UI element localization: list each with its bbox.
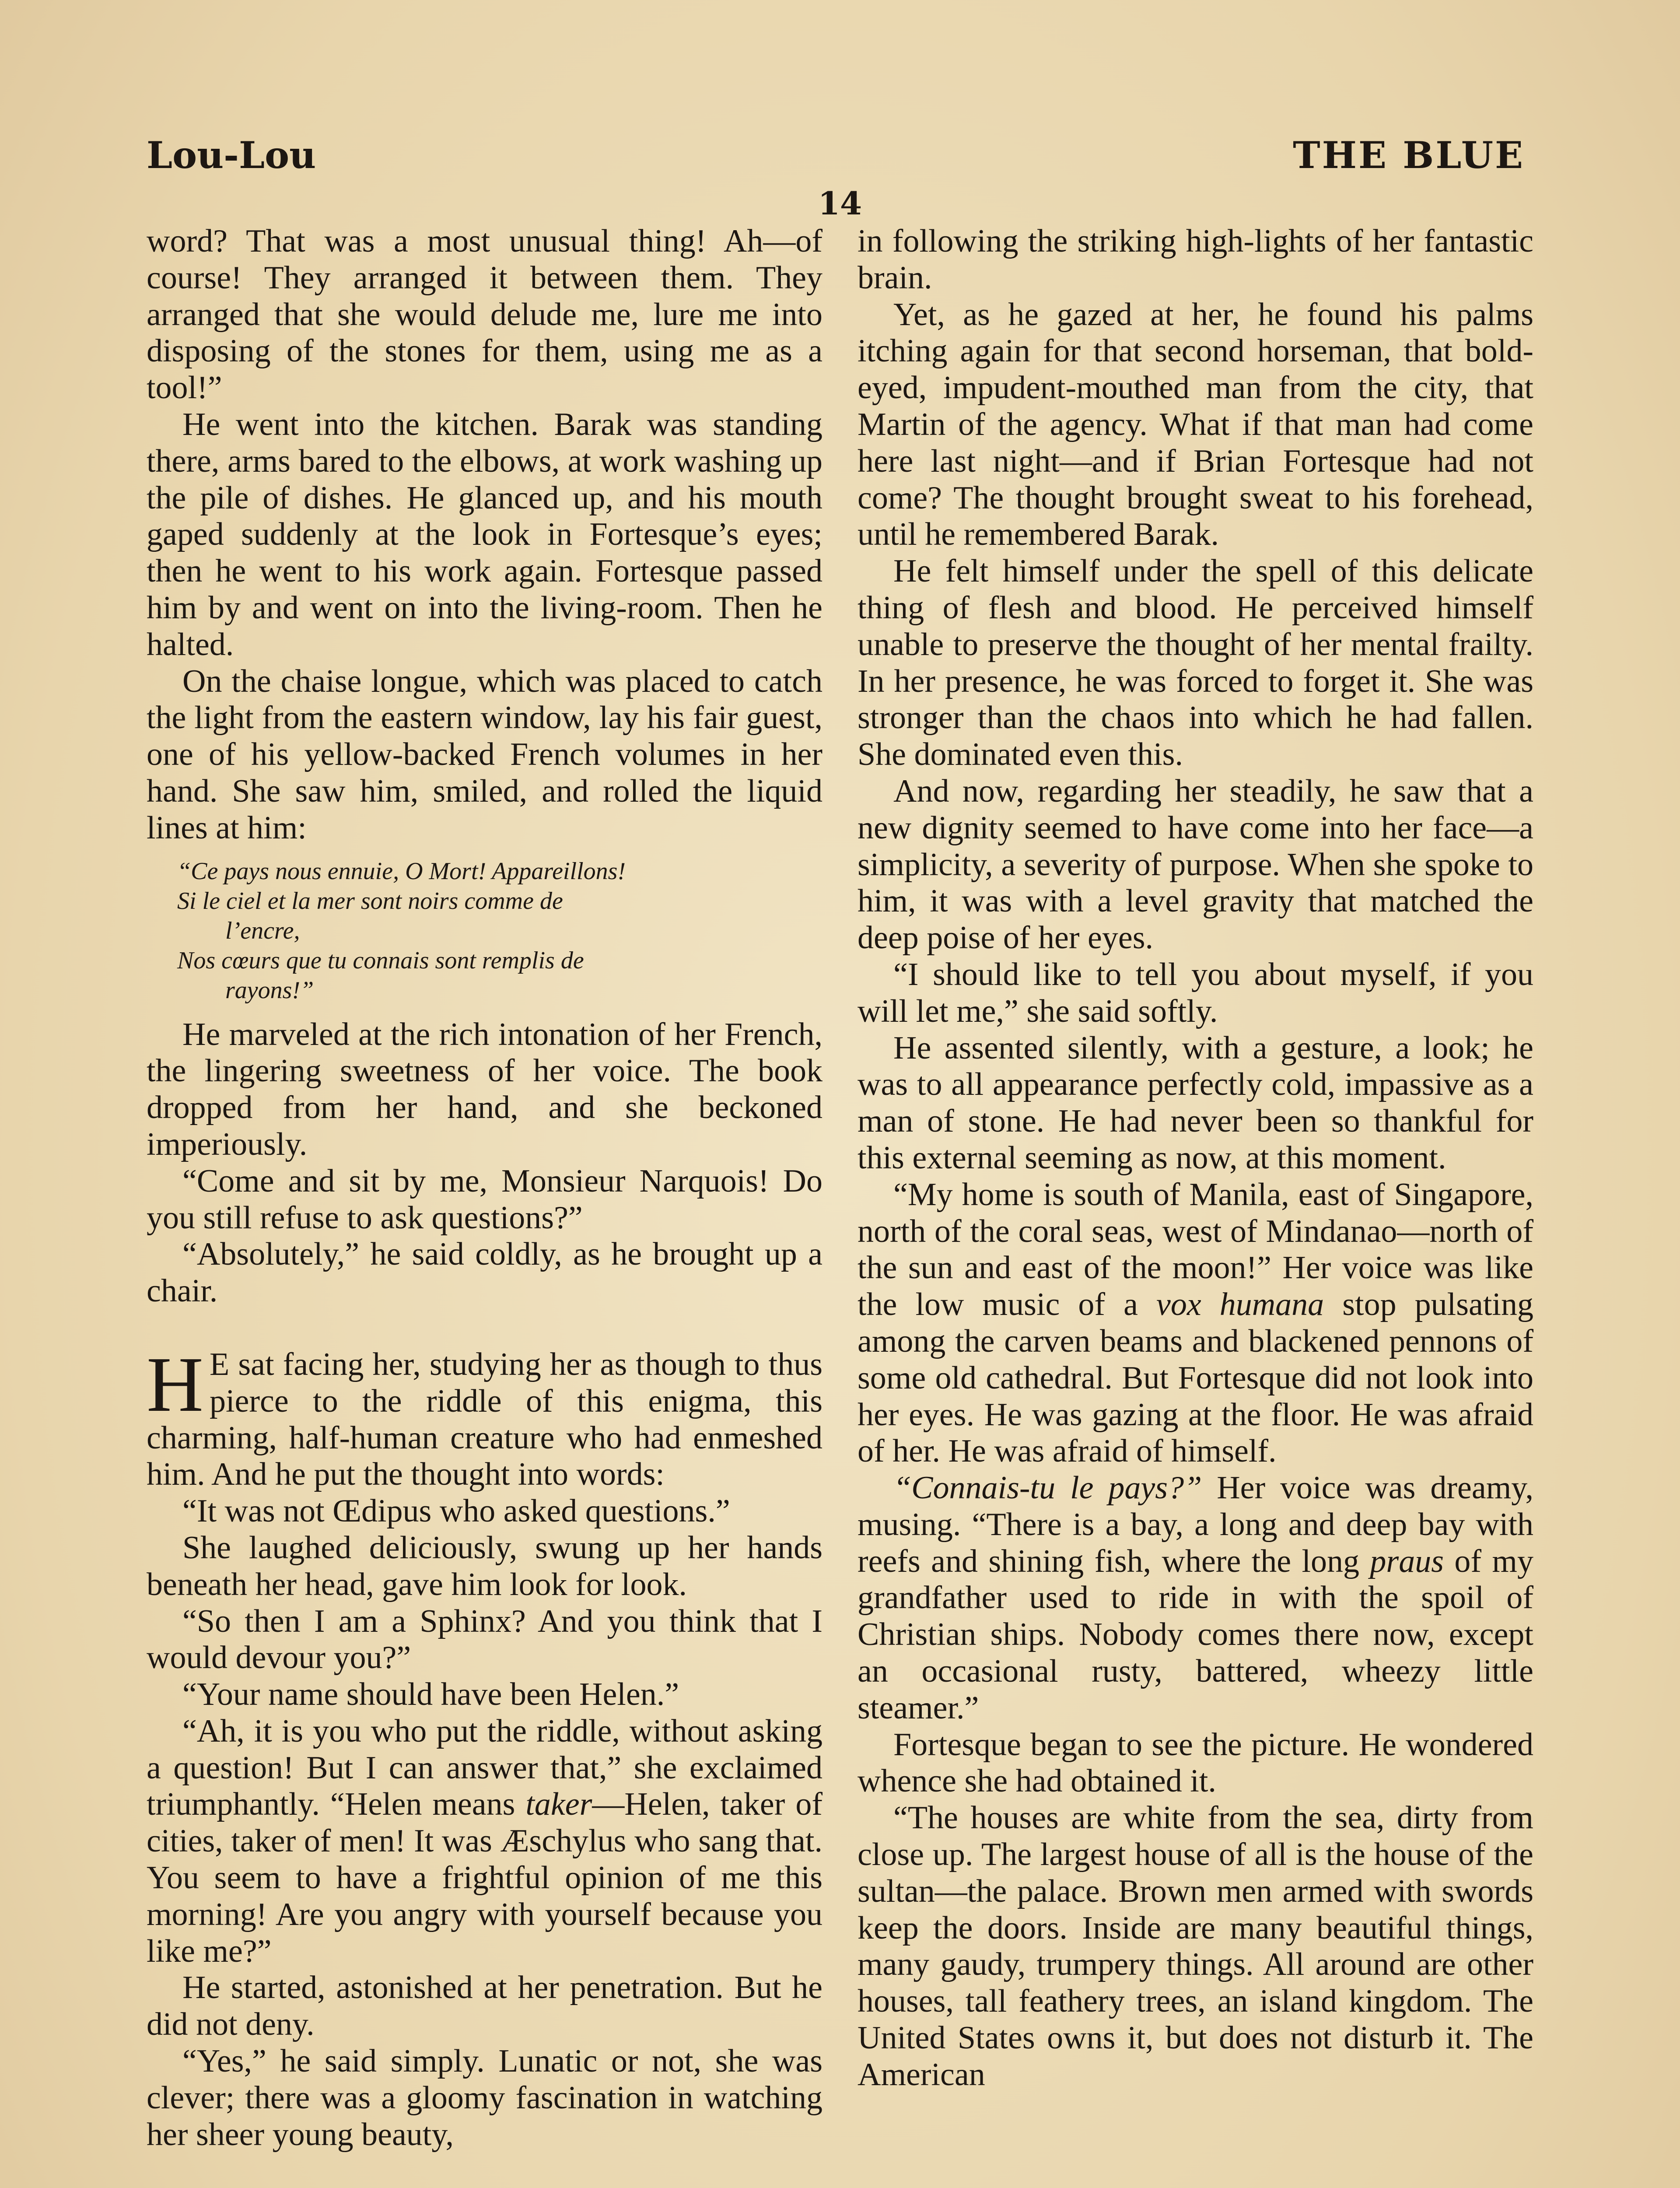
paragraph: “Yes,” he said simply. Lunatic or not, she was clever; there was a gloomy fascination in watching her sheer young beauty,: [147, 2043, 822, 2153]
paragraph-text: E sat facing her, studying her as though to thus pierce to the riddle of this enigma, this charming, half-human creature who had enmeshed him. And he put the thought into words:: [147, 1346, 822, 1493]
paragraph-text: stop pulsating among the carven beams and blackened pennons of some old cathedral. But Fortesque did not look into her eyes. He was gazing at the floor. He was afraid of her. He was afraid of himself.: [858, 1287, 1533, 1469]
paragraph-text: “Ah, it is you who put the riddle, without asking a question! But I can answer that,” she exclaimed triumphantly. “Helen means: [147, 1713, 822, 1823]
paragraph: He assented silently, with a gesture, a look; he was to all appearance perfectly cold, impassive as a man of stone. He had never been so thankful for this external seeming as now, at this moment.: [858, 1030, 1533, 1176]
right-column: [858, 223, 1533, 2093]
italic-word: praus: [1370, 1543, 1444, 1579]
italic-word: taker: [525, 1786, 592, 1823]
paragraph: “It was not Œdipus who asked questions.”: [182, 1493, 730, 1529]
running-head-story-title: Lou-Lou: [147, 133, 316, 177]
paragraph: He marveled at the rich intonation of her French, the lingering sweetness of her voice. The book dropped from her hand, and she beckoned imperiously.: [147, 1016, 822, 1162]
verse-line-text: l’encre,: [225, 917, 300, 944]
left-column: [147, 223, 822, 2153]
verse-line-text: Nos cœurs que tu connais sont remplis de: [177, 947, 584, 974]
page-number: 14: [818, 185, 862, 222]
paragraph: “Come and sit by me, Monsieur Narquois! Do you still refuse to ask questions?”: [147, 1163, 822, 1236]
paragraph: “I should like to tell you about myself, if you will let me,” she said softly.: [858, 956, 1533, 1029]
paragraph: And now, regarding her steadily, he saw that a new dignity seemed to have come into her face—a simplicity, a severity of purpose. When she spoke to him, it was with a level gravity that matched the deep poise of her eyes.: [858, 773, 1533, 956]
paragraph-text: Her voice was dreamy, musing. “There is a bay, a long and deep bay with reefs and shining fish, where the long: [858, 1470, 1533, 1579]
verse-line-text: rayons!”: [225, 976, 314, 1004]
paragraph: “The houses are white from the sea, dirty from close up. The largest house of all is the house of the sultan—the palace. Brown men armed with swords keep the doors. Inside are many beautiful things, many gaudy, trumpery things. All around are other houses, tall feathery trees, an island kingdom. The United States owns it, but does not disturb it. The American: [858, 1800, 1533, 2093]
paragraph-with-dropcap: [147, 1340, 822, 1493]
paragraph: “Absolutely,” he said coldly, as he brought up a chair.: [147, 1236, 822, 1309]
paragraph: He started, astonished at her penetration. But he did not deny.: [147, 1970, 822, 2043]
french-verse-quote: [177, 856, 801, 1005]
paragraph: in following the striking high-lights of her fantastic brain.: [858, 223, 1533, 296]
paragraph-text: “My home is south of Manila, east of Singapore, north of the coral seas, west of Mindanao—north of the sun and east of the moon!” Her voice was like the low music of a: [858, 1176, 1533, 1323]
paragraph: Yet, as he gazed at her, he found his palms itching again for that second horseman, that bold-eyed, impudent-mouthed man from the city, that Martin of the agency. What if that man had come here last night—and if Brian Fortesque had not come? The thought brought sweat to his forehead, until he remembered Barak.: [858, 296, 1533, 553]
drop-cap-letter: H: [147, 1340, 203, 1428]
paragraph: He felt himself under the spell of this delicate thing of flesh and blood. He perceived himself unable to preserve the thought of her mental frailty. In her presence, he was forced to forget it. She was stronger than the chaos into which he had fallen. She dominated even this.: [858, 553, 1533, 773]
paragraph: [147, 1713, 822, 1970]
running-head-magazine-title: THE BLUE: [1293, 133, 1525, 177]
verse-line-text: Si le ciel et la mer sont noirs comme de: [177, 887, 563, 915]
paragraph: Fortesque began to see the picture. He wondered whence she had obtained it.: [858, 1726, 1533, 1799]
paragraph: On the chaise longue, which was placed to catch the light from the eastern window, lay his fair guest, one of his yellow-backed French volumes in her hand. She saw him, smiled, and rolled the liquid lines at him:: [147, 663, 822, 846]
paragraph-text: —Helen, taker of cities, taker of men! It was Æschylus who sang that. You seem to have a frightful opinion of me this morning! Are you angry with yourself because you like me?”: [147, 1786, 822, 1969]
italic-phrase: vox humana: [1156, 1287, 1324, 1323]
paragraph: She laughed deliciously, swung up her hands beneath her head, gave him look for look.: [147, 1529, 822, 1602]
verse-line: “Ce pays nous ennuie, O Mort! Appareillons!: [177, 857, 626, 885]
paragraph: He went into the kitchen. Barak was standing there, arms bared to the elbows, at work washing up the pile of dishes. He glanced up, and his mouth gaped suddenly at the look in Fortesque’s eyes; then he went to his work again. Fortesque passed him by and went on into the living-room. Then he halted.: [147, 406, 822, 663]
verse-line: [177, 946, 801, 1005]
italic-phrase: “Connais-tu le pays?”: [893, 1470, 1202, 1506]
verse-line: [177, 886, 801, 946]
paragraph: [858, 1470, 1533, 1727]
paragraph: “So then I am a Sphinx? And you think that I would devour you?”: [147, 1603, 822, 1676]
paragraph: word? That was a most unusual thing! Ah—of course! They arranged it between them. They arranged that she would delude me, lure me into disposing of the stones for them, using me as a tool!”: [147, 223, 822, 406]
paragraph: “Your name should have been Helen.”: [182, 1676, 679, 1713]
paragraph-text: of my grandfather used to ride in with the spoil of Christian ships. Nobody comes there now, except an occasional rusty, battered, wheezy little steamer.”: [858, 1543, 1533, 1726]
paragraph: [858, 1177, 1533, 1470]
